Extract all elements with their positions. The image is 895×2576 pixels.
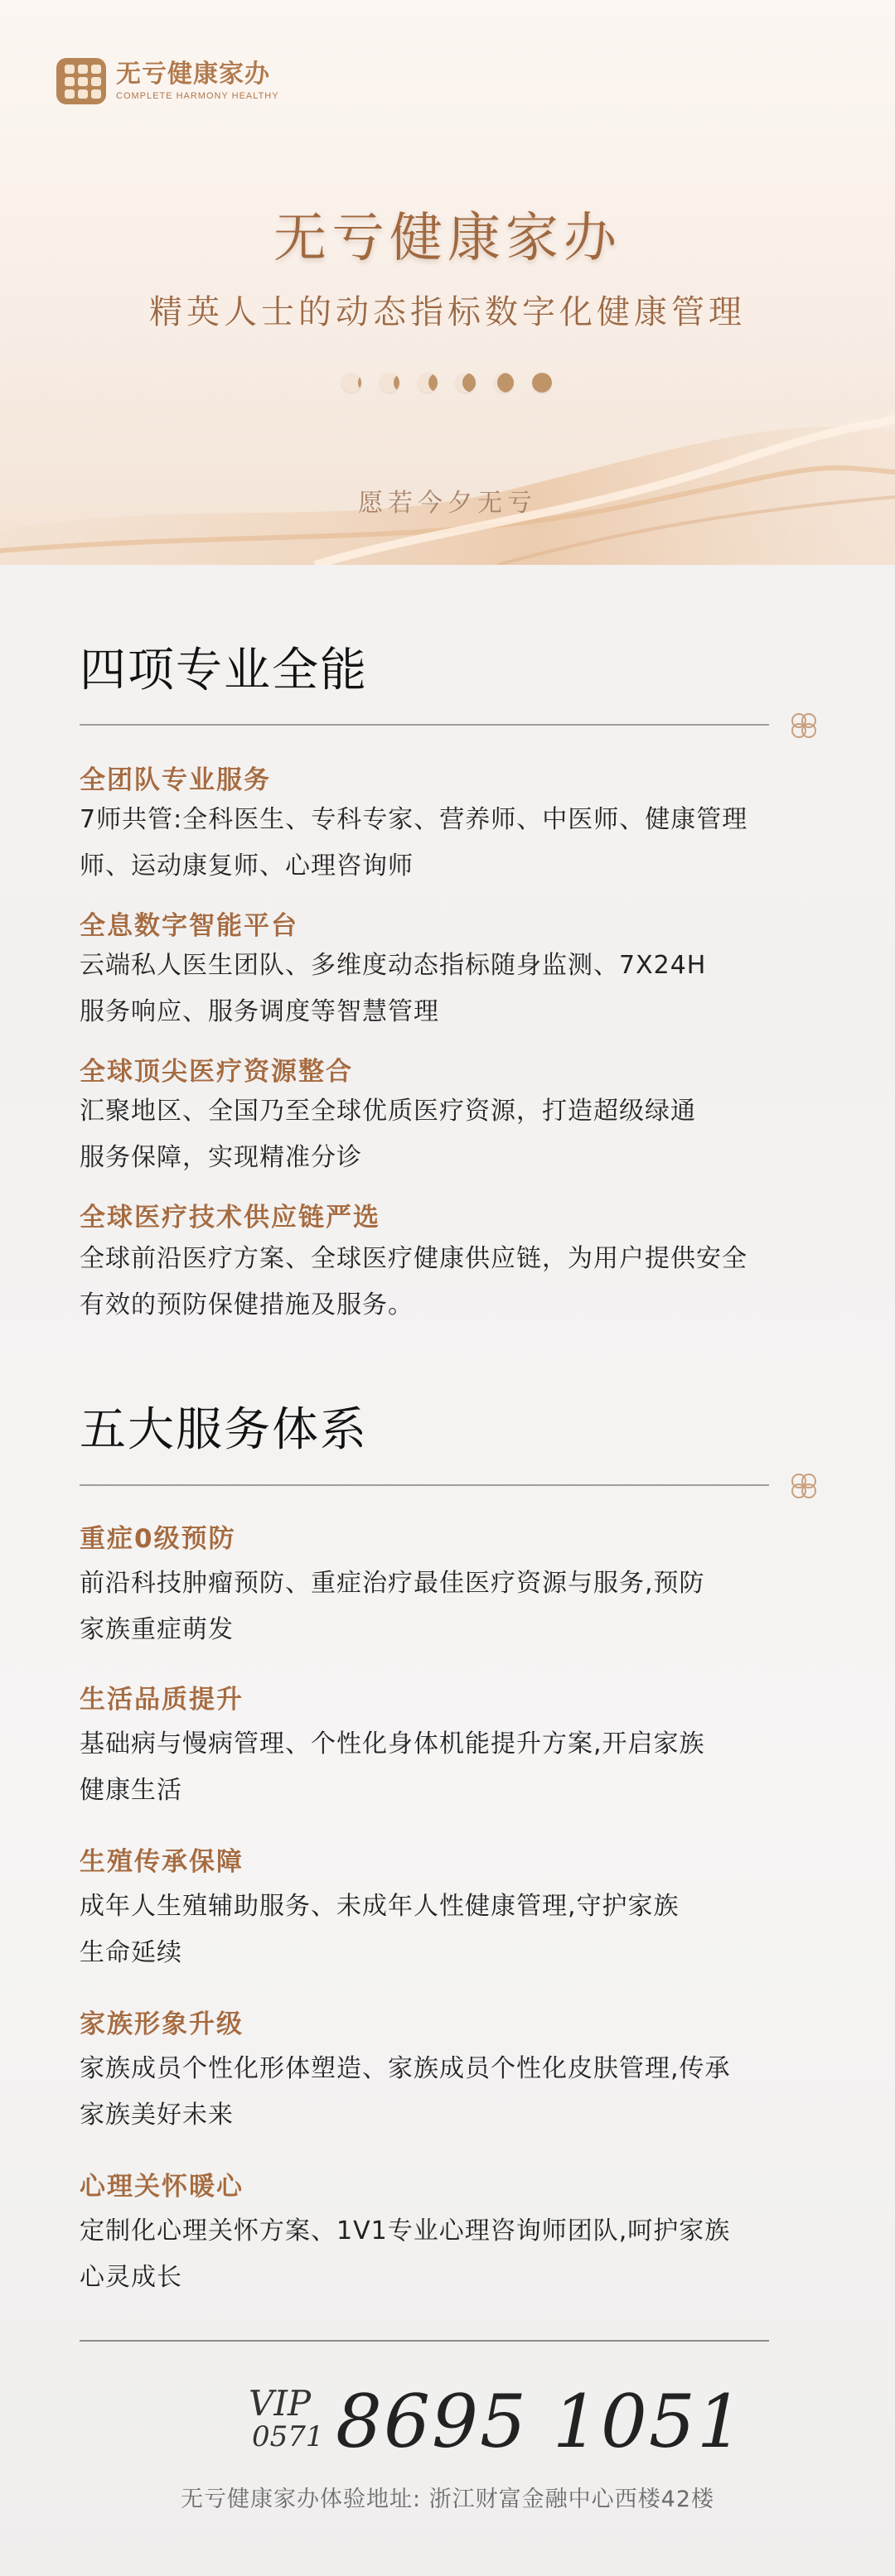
moon-phase-icon [418, 373, 438, 393]
vip-label: VIP [249, 2383, 312, 2424]
service-item-body: 7师共管:全科医生、专科专家、营养师、中医师、健康管理 师、运动康复师、心理咨询师 [80, 805, 748, 880]
service-item-body: 家族成员个性化形体塑造、家族成员个性化皮肤管理,传承 家族美好未来 [80, 2054, 731, 2130]
service-item-body: 成年人生殖辅助服务、未成年人性健康管理,守护家族 生命延续 [80, 1892, 680, 1967]
service-item-title: 生殖传承保障 [80, 1847, 244, 1877]
service-item-title: 生活品质提升 [80, 1685, 244, 1715]
hero-banner [0, 0, 895, 565]
section-title: 四项专业全能 [80, 644, 368, 697]
moon-phase-icon [380, 373, 399, 393]
hero-motto: 愿若今夕无亏 [358, 489, 537, 518]
section-title: 五大服务体系 [80, 1403, 368, 1457]
moon-phase-icon [532, 373, 552, 393]
cross-flower-icon [786, 707, 822, 744]
service-item-title: 全球医疗技术供应链严选 [80, 1203, 380, 1233]
cross-flower-icon [786, 1468, 822, 1504]
area-code: 0571 [252, 2420, 324, 2453]
moon-phase-icon [456, 373, 476, 393]
hero-title: 无亏健康家办 [273, 208, 622, 269]
hero-subtitle: 精英人士的动态指标数字化健康管理 [149, 293, 746, 331]
service-item-title: 家族形象升级 [80, 2009, 244, 2039]
service-item-title: 全息数字智能平台 [80, 911, 298, 941]
service-item-body: 前沿科技肿瘤预防、重症治疗最佳医疗资源与服务,预防 家族重症萌发 [80, 1569, 705, 1644]
hotline-number[interactable]: 8695 1051 [336, 2379, 745, 2464]
moon-phase-icon [341, 373, 361, 393]
footer-divider [80, 2340, 769, 2342]
moon-phase-row [341, 373, 552, 393]
service-item-body: 汇聚地区、全国乃至全球优质医疗资源，打造超级绿通 服务保障，实现精准分诊 [80, 1097, 696, 1172]
service-item-body: 全球前沿医疗方案、全球医疗健康供应链，为用户提供安全 有效的预防保健措施及服务。 [80, 1244, 747, 1319]
service-item-body: 云端私人医生团队、多维度动态指标随身监测、7X24H 服务响应、服务调度等智慧管理 [80, 951, 707, 1026]
dot-grid-logo-icon [56, 58, 106, 104]
vip-hotline-label [249, 2385, 324, 2452]
experience-address: 无亏健康家办体验地址: 浙江财富金融中心西楼42楼 [180, 2487, 715, 2512]
service-item-title: 全团队专业服务 [80, 765, 271, 795]
service-item-body: 基础病与慢病管理、个性化身体机能提升方案,开启家族 健康生活 [80, 1729, 705, 1805]
brand-name: 无亏健康家办 [116, 60, 270, 89]
section-divider [80, 724, 769, 726]
brand-logo [56, 58, 279, 104]
service-item-title: 重症0级预防 [80, 1524, 236, 1554]
section-divider [80, 1484, 769, 1486]
service-item-title: 心理关怀暖心 [80, 2172, 244, 2202]
service-item-title: 全球顶尖医疗资源整合 [80, 1057, 353, 1087]
brand-tagline: COMPLETE HARMONY HEALTHY [116, 91, 279, 101]
moon-phase-icon [494, 373, 514, 393]
service-item-body: 定制化心理关怀方案、1V1专业心理咨询师团队,呵护家族 心灵成长 [80, 2217, 731, 2292]
